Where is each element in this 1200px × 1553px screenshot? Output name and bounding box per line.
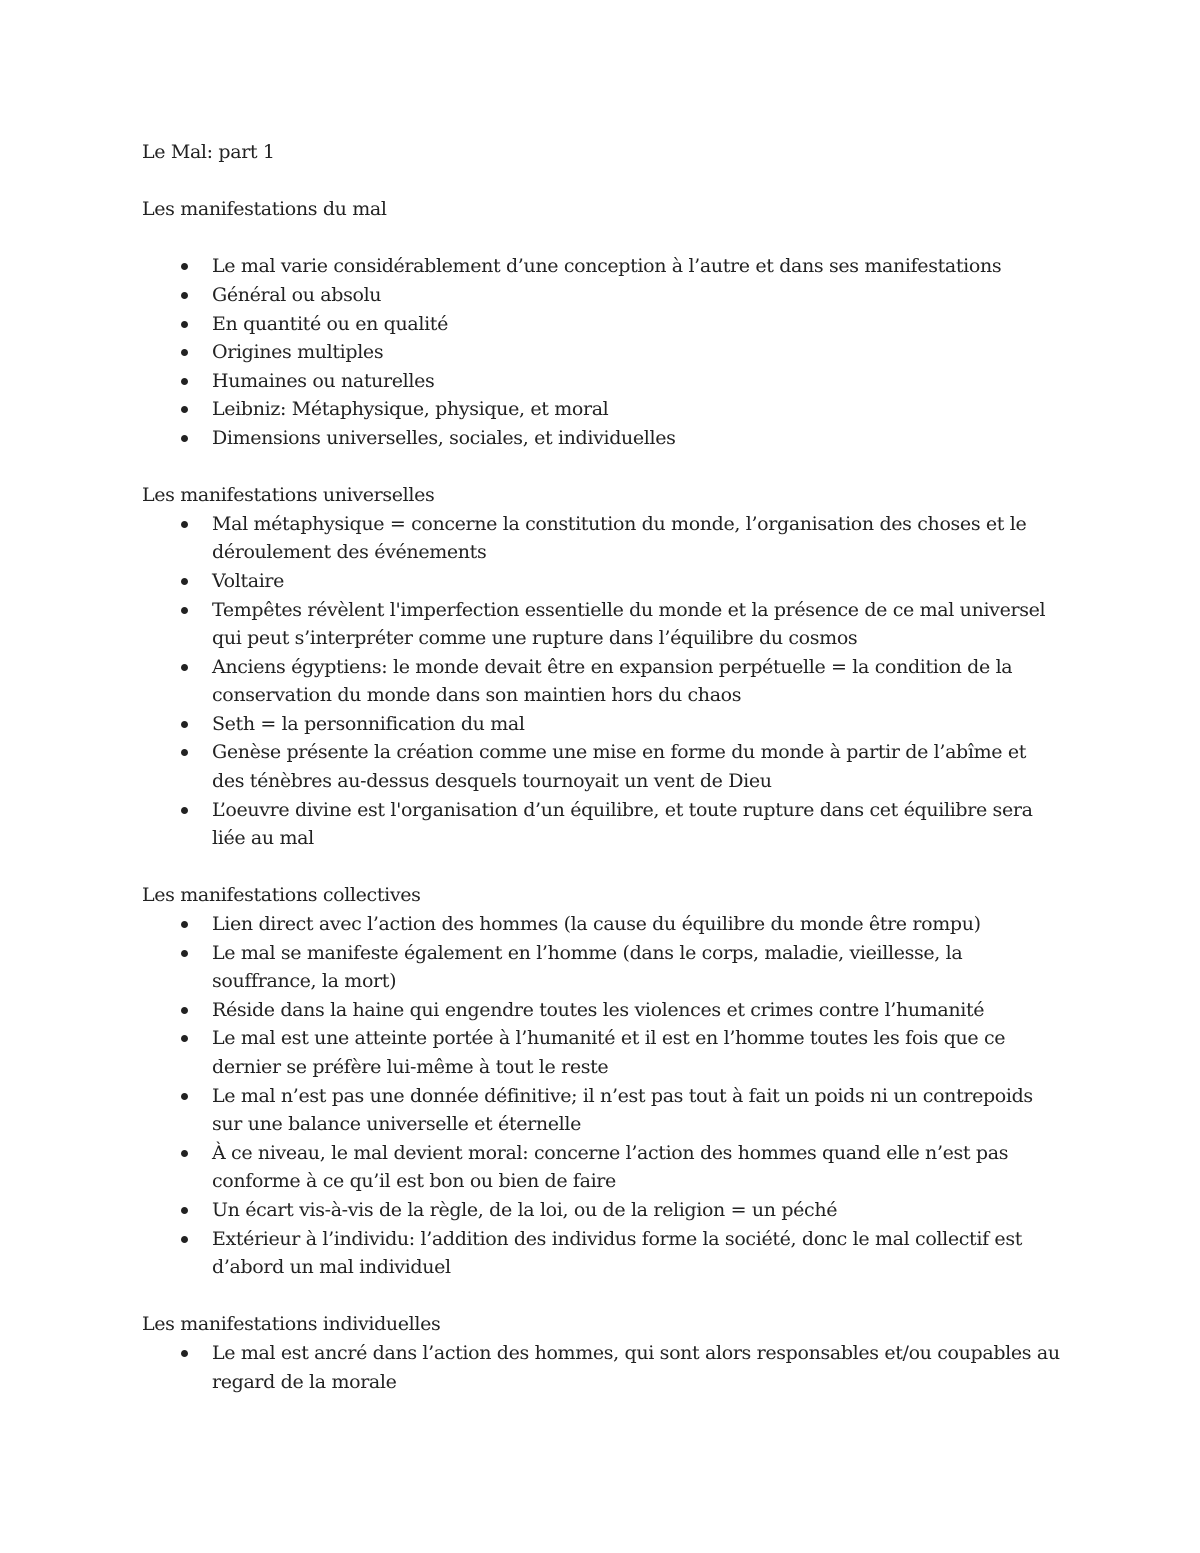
document-title: Le Mal: part 1 (142, 141, 275, 163)
list-item: Réside dans la haine qui engendre toutes les violences et crimes contre l’humanité (212, 996, 1062, 1025)
list-item: Anciens égyptiens: le monde devait être en expansion perpétuelle = la condition de la conservation du monde dans son maintien hors du chaos (212, 653, 1062, 710)
list-item: Humaines ou naturelles (212, 367, 1062, 396)
list-item: À ce niveau, le mal devient moral: concerne l’action des hommes quand elle n’est pas conforme à ce qu’il est bon ou bien de faire (212, 1139, 1062, 1196)
list-item: L’oeuvre divine est l'organisation d’un équilibre, et toute rupture dans cet équilibre sera liée au mal (212, 796, 1062, 853)
list-item: Seth = la personnification du mal (212, 710, 1062, 739)
list-item: Général ou absolu (212, 281, 1062, 310)
section-manifestations-individuelles (142, 1310, 1062, 1396)
section-heading: Les manifestations du mal (142, 198, 387, 221)
list-item: Le mal est ancré dans l’action des hommes, qui sont alors responsables et/ou coupables au regard de la morale (212, 1339, 1062, 1396)
list-item: Extérieur à l’individu: l’addition des individus forme la société, donc le mal collectif est d’abord un mal individuel (212, 1225, 1062, 1282)
list-item: Le mal varie considérablement d’une conception à l’autre et dans ses manifestations (212, 252, 1062, 281)
spacer (142, 1282, 1062, 1311)
section-heading: Les manifestations individuelles (142, 1313, 441, 1336)
list-item: Le mal n’est pas une donnée définitive; il n’est pas tout à fait un poids ni un contrepoids sur une balance universelle et éternelle (212, 1082, 1062, 1139)
list-item: Leibniz: Métaphysique, physique, et moral (212, 395, 1062, 424)
bullet-list (142, 910, 1062, 1282)
list-item: Le mal se manifeste également en l’homme (dans le corps, maladie, vieillesse, la souffrance, la mort) (212, 939, 1062, 996)
list-item: Origines multiples (212, 338, 1062, 367)
list-item: Mal métaphysique = concerne la constitution du monde, l’organisation des choses et le déroulement des événements (212, 510, 1062, 567)
list-item: En quantité ou en qualité (212, 310, 1062, 339)
bullet-list (142, 510, 1062, 853)
spacer (142, 224, 1062, 253)
list-item: Le mal est une atteinte portée à l’humanité et il est en l’homme toutes les fois que ce dernier se préfère lui-même à tout le reste (212, 1024, 1062, 1081)
bullet-list (142, 252, 1062, 452)
spacer (142, 453, 1062, 482)
section-manifestations-collectives (142, 881, 1062, 1281)
spacer (142, 853, 1062, 882)
list-item: Genèse présente la création comme une mise en forme du monde à partir de l’abîme et des ténèbres au-dessus desquels tournoyait un vent de Dieu (212, 738, 1062, 795)
list-item: Lien direct avec l’action des hommes (la cause du équilibre du monde être rompu) (212, 910, 1062, 939)
list-item: Un écart vis-à-vis de la règle, de la loi, ou de la religion = un péché (212, 1196, 1062, 1225)
bullet-list (142, 1339, 1062, 1396)
list-item: Tempêtes révèlent l'imperfection essentielle du monde et la présence de ce mal universel qui peut s’interpréter comme une rupture dans l’équilibre du cosmos (212, 596, 1062, 653)
section-heading: Les manifestations universelles (142, 484, 435, 507)
section-heading: Les manifestations collectives (142, 884, 421, 907)
section-manifestations-universelles (142, 481, 1062, 853)
list-item: Dimensions universelles, sociales, et individuelles (212, 424, 1062, 453)
section-manifestations-du-mal (142, 195, 1062, 452)
list-item: Voltaire (212, 567, 1062, 596)
spacer (142, 167, 1062, 196)
document-page (142, 138, 1062, 1396)
